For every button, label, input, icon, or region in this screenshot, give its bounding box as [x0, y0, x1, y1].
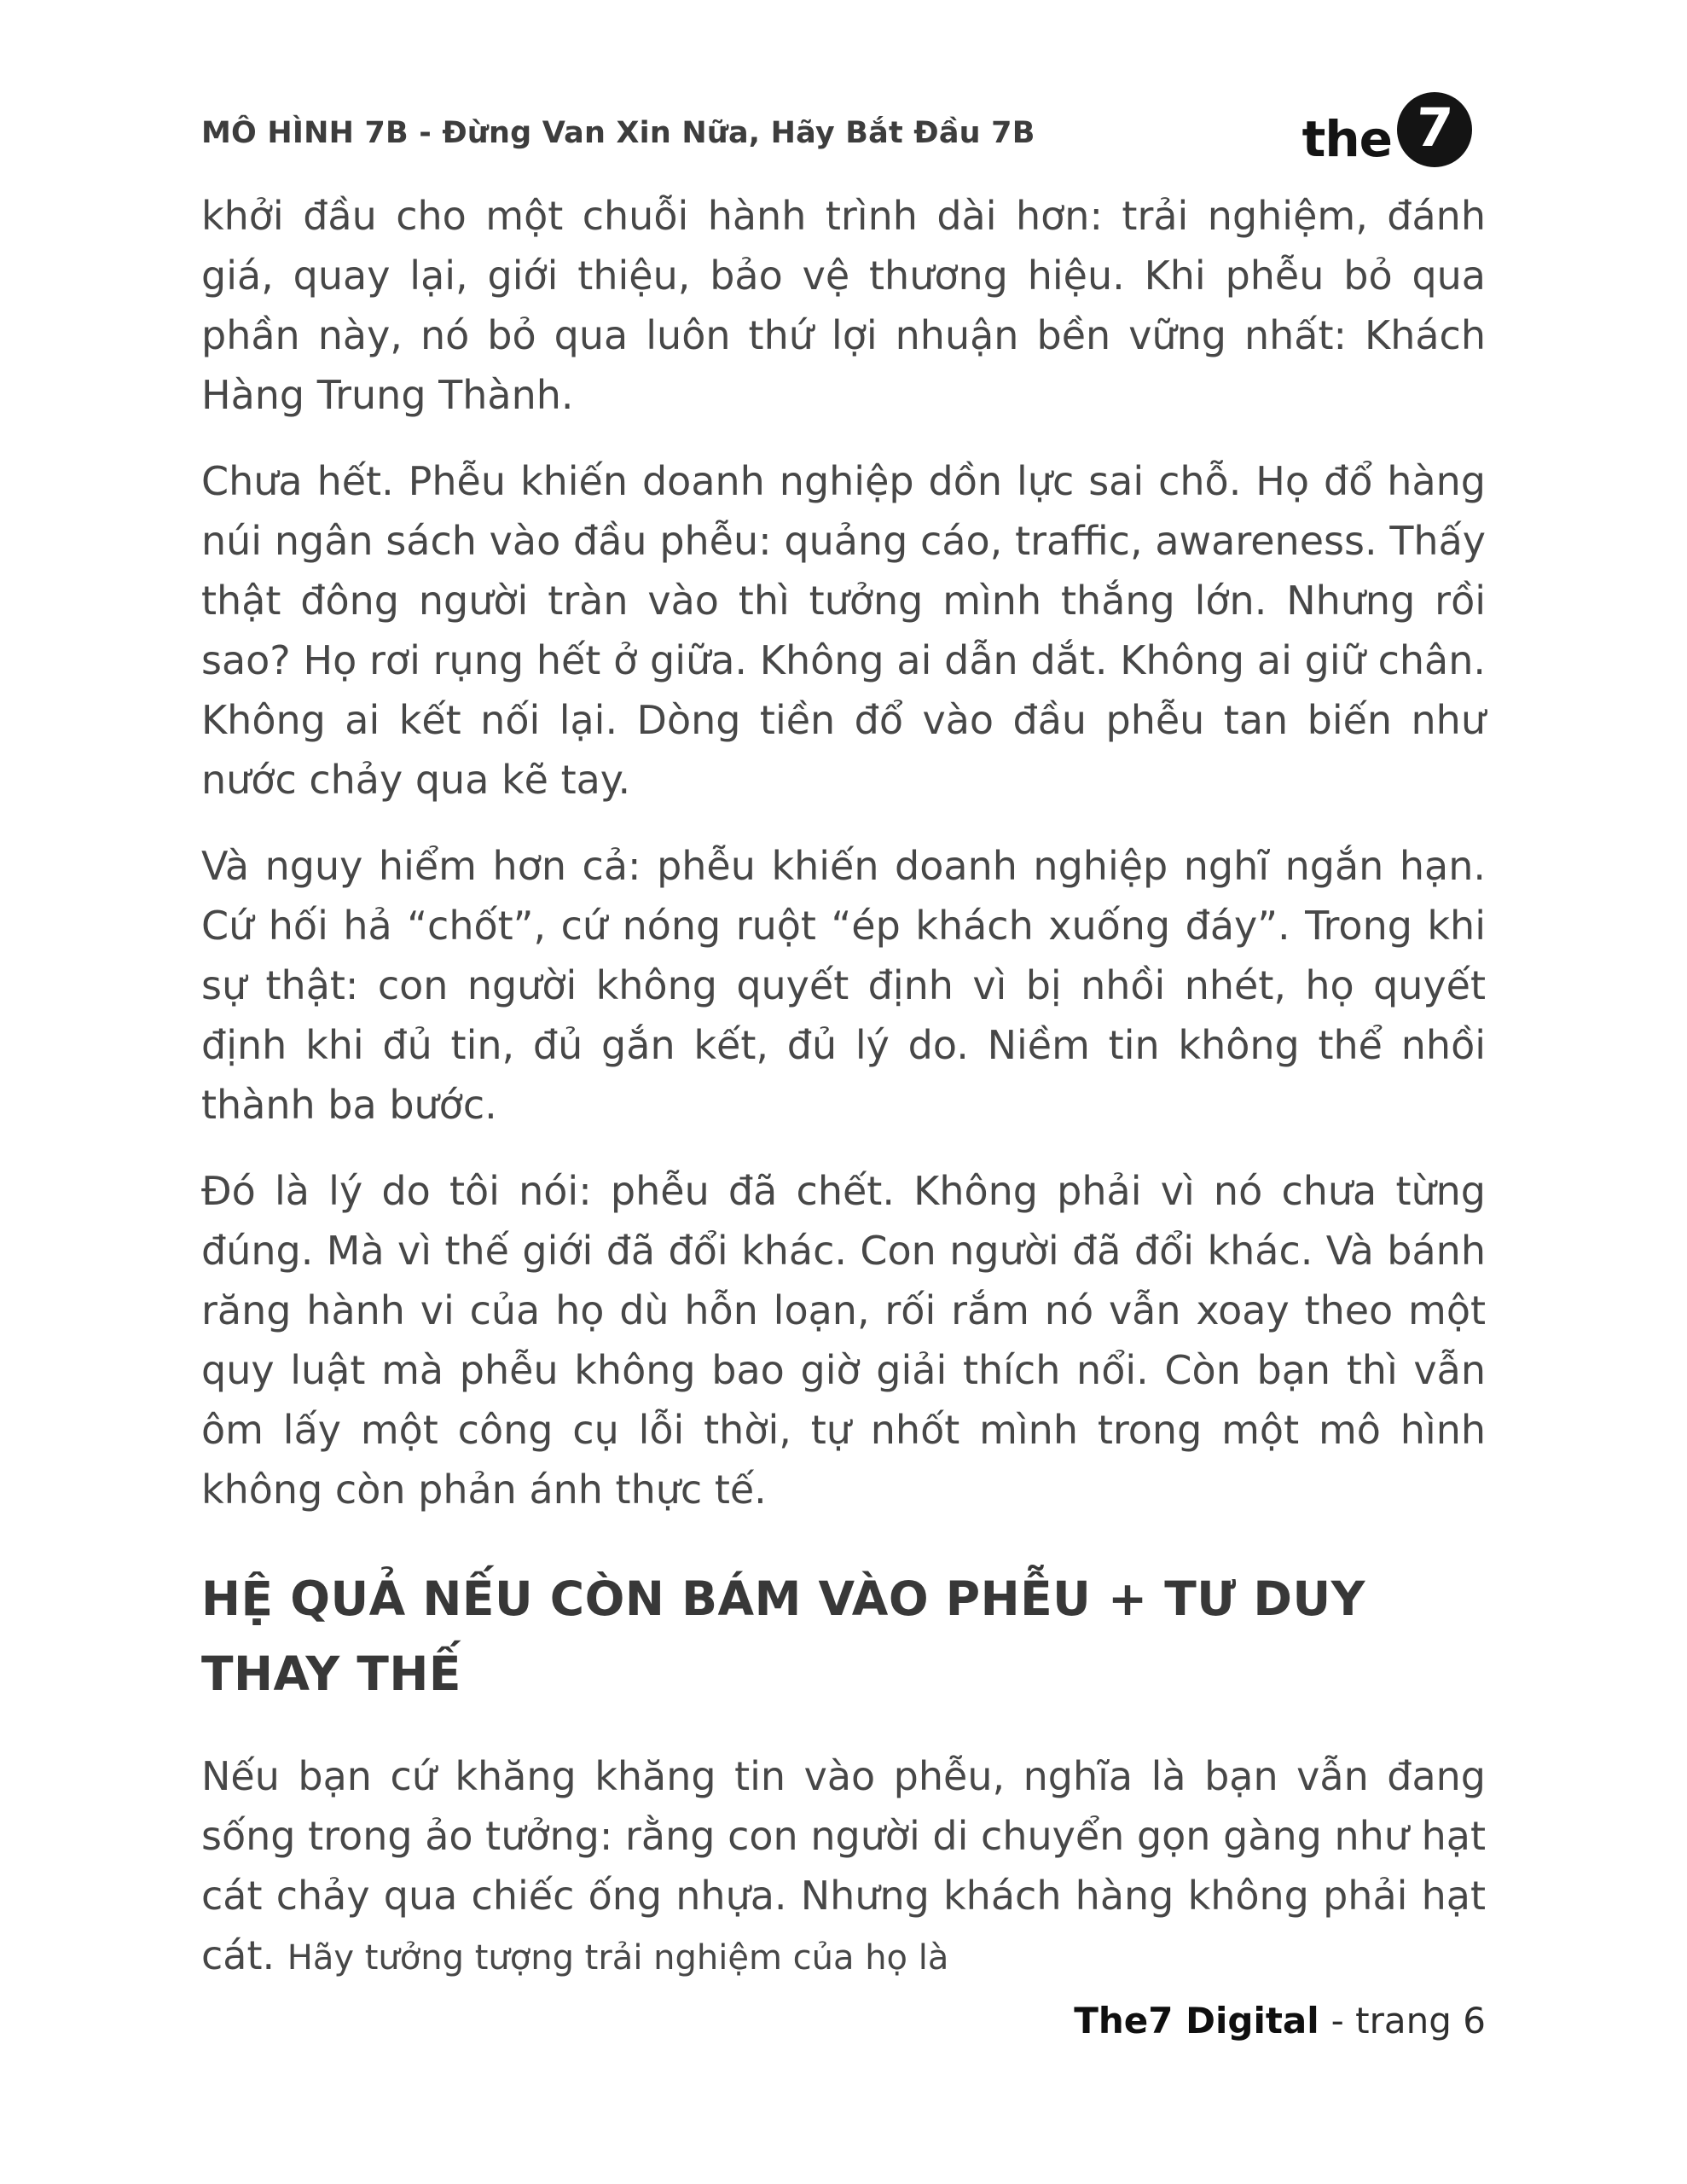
paragraph-wrong-focus: Chưa hết. Phễu khiến doanh nghiệp dồn lực sai chỗ. Họ đổ hàng núi ngân sách vào đầu phễu: quảng cáo, traffic, awareness. Thấy thật đông người tràn vào thì tưởng mình thắng lớn. Nhưng rồi sao? Họ rơi rụng hết ở giữa. Không ai dẫn dắt. Không ai giữ chân. Không ai kết nối lại. Dòng tiền đổ vào đầu phễu tan biến như nước chảy qua kẽ tay. — [201, 458, 1486, 803]
closing-small-text: Hãy tưởng tượng trải nghiệm của họ là — [287, 1938, 949, 1978]
paragraph-loyal-customers: khởi đầu cho một chuỗi hành trình dài hơn: trải nghiệm, đánh giá, quay lại, giới thiệu, bảo vệ thương hiệu. Khi phễu bỏ qua phần này, nó bỏ qua luôn thứ lợi nhuận bền vững nhất: Khách Hàng Trung Thành. — [201, 193, 1486, 418]
section-heading: HỆ QUẢ NẾU CÒN BÁM VÀO PHỄU + TƯ DUY THAY THẾ — [201, 1571, 1365, 1701]
the7-logo — [1302, 92, 1472, 167]
footer-page-number: - trang 6 — [1330, 2000, 1486, 2042]
footer-brand: The7 Digital — [1074, 2000, 1319, 2042]
header-title: MÔ HÌNH 7B - Đừng Van Xin Nữa, Hãy Bắt Đầu 7B — [201, 116, 1035, 150]
logo-text: the — [1301, 110, 1392, 168]
paragraph-closing — [201, 1746, 1486, 1988]
closing-main-text: Nếu bạn cứ khăng khăng tin vào phễu, nghĩa là bạn vẫn đang sống trong ảo tưởng: rằng con người di chuyển gọn gàng như hạt cát chảy qua chiếc ống nhựa. Nhưng khách hàng không phải hạt cát. — [201, 1753, 1486, 1978]
paragraph-funnel-is-dead: Đó là lý do tôi nói: phễu đã chết. Không phải vì nó chưa từng đúng. Mà vì thế giới đã đổi khác. Con người đã đổi khác. Và bánh răng hành vi của họ dù hỗn loạn, rối rắm nó vẫn xoay theo một quy luật mà phễu không bao giờ giải thích nổi. Còn bạn thì vẫn ôm lấy một công cụ lỗi thời, tự nhốt mình trong một mô hình không còn phản ánh thực tế. — [201, 1168, 1486, 1513]
page-footer — [1074, 2000, 1486, 2042]
logo-badge-numeral: 7 — [1413, 96, 1456, 159]
page-content — [201, 186, 1486, 2014]
logo-7-circle-icon — [1397, 92, 1472, 167]
paragraph-short-term-thinking: Và nguy hiểm hơn cả: phễu khiến doanh nghiệp nghĩ ngắn hạn. Cứ hối hả “chốt”, cứ nóng ruột “ép khách xuống đáy”. Trong khi sự thật: con người không quyết định vì bị nhồi nhét, họ quyết định khi đủ tin, đủ gắn kết, đủ lý do. Niềm tin không thể nhồi thành ba bước. — [201, 843, 1486, 1128]
page-header — [201, 92, 1472, 167]
